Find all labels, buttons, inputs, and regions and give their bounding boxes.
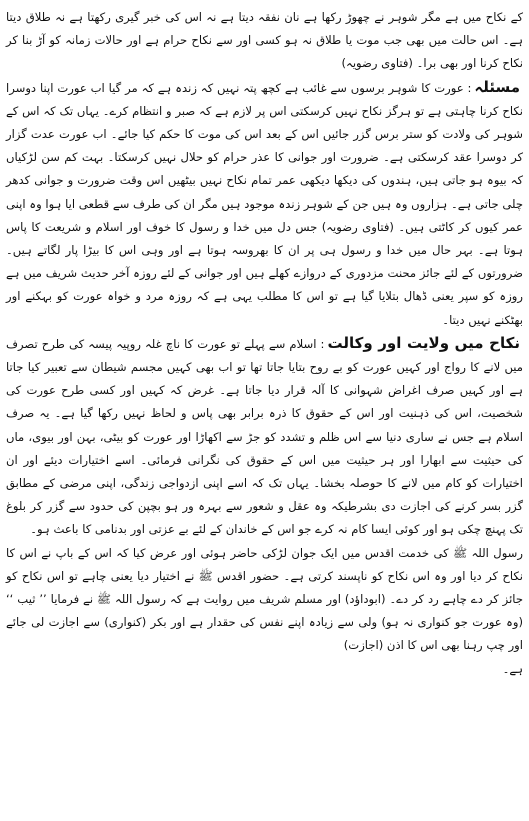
- paragraph-4: [6, 542, 523, 681]
- paragraph-1: [6, 6, 523, 76]
- paragraph-3: [6, 332, 523, 542]
- paragraph-2-text: : عورت کا شوہر برسوں سے غائب ہے کچھ پتہ نہیں کہ زندہ ہے کہ مر گیا اب عورت اپنا دوسرا نکاح کرنا چاہتی ہے تو ہرگز نکاح نہیں کرسکتی اس پر لازم ہے کہ صبر و انتظام کرے۔ یہاں تک کہ اس کے شوہر کی ولادت کو ستر برس گزر جائیں اس کے بعد اس کی موت کا حکم کیا جائے۔ اب عورت عدت گزار کر دوسرا عقد کرسکتی ہے۔ ضرورت اور جوانی کا عذر حرام کو حلال نہیں کرسکتا۔ بہت کم سن لڑکیاں کہ بیوہ ہو جاتی ہیں، ہندوں کی دیکھا دیکھی عمر تمام نکاح نہیں بیٹھیں اس وقت ضرورت و جوانی کدھر چلی جاتی ہے۔ ہزاروں وہ ہیں جن کے شوہر زندہ موجود ہیں مگر ان کی طرف سے قطعی ایا ہوا وہ اپنی عمر کیوں کر کاٹتی ہیں۔: [6, 80, 523, 234]
- reference-fatawa-2: (فتاوی رضویہ): [321, 219, 394, 234]
- paragraph-2: [6, 76, 523, 332]
- paragraph-3-text: : اسلام سے پہلے تو عورت کا ناچ غلہ روپیہ پیسہ کی طرح تصرف میں لانے کا رواج اور کہیں عورت کو بے روح بتایا جاتا تھا تو اب بھی کہیں مجسم شیطان سے تعبیر کیا جاتا ہے اور کہیں صرف اغراض شہوانی کا آلہ قرار دیا جاتا ہے۔ غرض کہ کہیں اور کسی طرح عورت کی شخصیت، اس کی ذہنیت اور اس کے حقوق کا ذرہ برابر بھی پاس و لحاظ نہیں رکھا گیا ہے۔ یہ صرف اسلام ہے جس نے ساری دنیا سے اس ظلم و تشدد کو جڑ سے اکھاڑا اور عورت کو بیٹی، بہن اور بیوی، ماں کی حیثیت سے ابھارا اور ہر حیثیت میں اس کے حقوق کی نگرانی فرمائی۔ اسے اختیارات دیئے اور ان اختیارات کو کام میں لانے کا حوصلہ بخشا۔ یہاں تک کہ اسے اپنی ازدواجی زندگی، اپنی مرضی کے مطابق گزر بسر کرنے کی اجازت دی بشرطیکہ وہ عقل و شعور سے بہرہ ور ہو بچپن کی حدود سے گزر کر بلوغ تک پہنچ چکی ہو اور کوئی ایسا کام نہ کرے جو اس کے خاندان کے لئے بے عزتی اور بدنامی کا باعث ہو۔: [6, 336, 523, 537]
- paragraph-2-text-continued: جس دل میں خدا و رسول کا خوف اور اسلام و شریعت کا پاس ہوتا ہے۔ بہر حال میں خدا و رسول ہی پر ان کا بھروسہ ہوتا ہے اور وہی اس کا بیڑا پار لگاتے ہیں۔ ضرورتوں کے لئے جائز محنت مزدوری کے دروازے کھلے ہیں اور جوانی کے لئے روزہ آخر حدیث شریف میں ہے روزہ کو سپر یعنی ڈھال بتلایا گیا ہے تو اس کا مطلب یہی ہے کہ روزہ مرد و خواہ عورت کو بہکنے اور بھٹکنے نہیں دیتا۔: [6, 219, 523, 327]
- paragraph-4-tail: ہے۔: [502, 661, 523, 676]
- reference-fatawa-1: (فتاوی رضویہ): [341, 56, 413, 71]
- section-heading-masla: مسئلہ: [474, 77, 520, 96]
- section-heading-wilayat: نکاح میں ولایت اور وکالت: [327, 333, 520, 352]
- paragraph-4-text: رسول اللہ ﷺ کی خدمت اقدس میں ایک جوان لڑکی حاضر ہوئی اور عرض کیا کہ اس کے باپ نے اس کا نکاح کر دیا اور وہ اس نکاح کو ناپسند کرتی ہے۔ حضور اقدس ﷺ نے اختیار دیا یعنی چاہے تو اس نکاح کو جائز کر دے چاہے رد کر دے۔ (ابوداؤد) اور مسلم شریف میں روایت ہے کہ رسول اللہ ﷺ نے فرمایا ’’ ثیب ‘‘ (وہ عورت جو کنواری نہ ہو) ولی سے زیادہ اپنے نفس کی حقدار ہے اور بکر (کنواری) سے اجازت لی جائے اور چپ رہنا بھی اس کا اذن (اجازت): [6, 545, 523, 653]
- paragraph-1-text: کے نکاح میں ہے مگر شوہر نے چھوڑ رکھا ہے نان نفقہ دیتا ہے نہ اس کی خبر گیری رکھتا ہے نہ طلاق دیتا ہے۔ اس حالت میں بھی جب موت یا طلاق نہ ہو کسی اور سے نکاح حرام ہے اور حالات زمانہ کو آڑ بنا کر نکاح کرنا اور بھی برا۔: [6, 10, 523, 71]
